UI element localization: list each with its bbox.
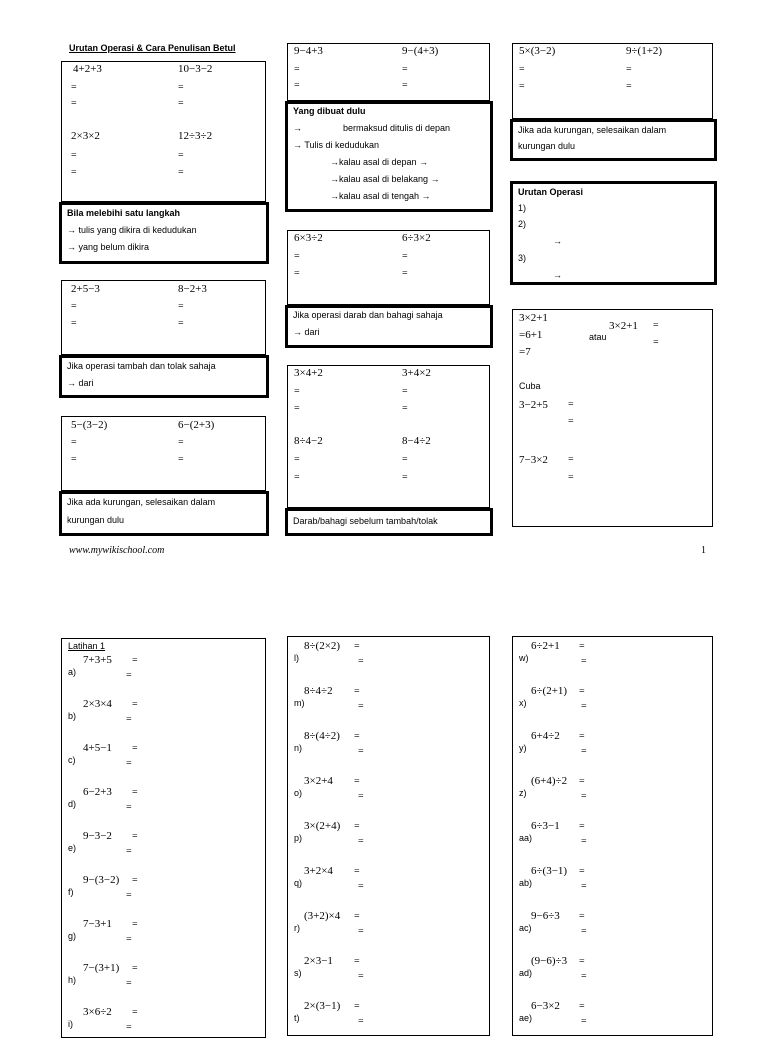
equals-sign: = <box>132 919 138 930</box>
item-label: ae) <box>519 1013 533 1023</box>
equals-sign: = <box>178 301 184 312</box>
note-line: Jika operasi darab dan bahagi sahaja <box>293 310 443 320</box>
equals-sign: = <box>358 656 364 667</box>
equals-sign: = <box>568 472 574 483</box>
expression: 6÷(3−1) <box>531 865 568 877</box>
item-label: i) <box>68 1019 73 1029</box>
expression: 8÷(4÷2) <box>304 730 340 742</box>
note-box <box>59 491 269 536</box>
expression: 7−3×2 <box>519 454 548 466</box>
expression-box <box>287 365 490 508</box>
exercise-item <box>62 962 265 1006</box>
expression: 7−3+1 <box>83 918 112 930</box>
expression: 6÷3−1 <box>531 820 560 832</box>
exercise-item <box>288 730 489 775</box>
exercise-item <box>513 955 712 1000</box>
equals-sign: = <box>294 403 300 414</box>
expression: 9−3−2 <box>83 830 112 842</box>
equals-sign: = <box>358 791 364 802</box>
exercise-title: Latihan 1 <box>68 641 106 651</box>
item-label: a) <box>68 667 77 677</box>
item-label: h) <box>68 975 77 985</box>
equals-sign: = <box>178 82 184 93</box>
item-label: aa) <box>519 833 533 843</box>
equals-sign: = <box>358 1016 364 1027</box>
equals-sign: = <box>294 64 300 75</box>
equals-sign: = <box>71 301 77 312</box>
expression-box <box>512 43 713 119</box>
equals-sign: = <box>581 881 587 892</box>
exercise-column <box>61 638 266 1038</box>
equals-sign: = <box>402 251 408 262</box>
exercise-item <box>288 775 489 820</box>
note-line: → <box>553 270 562 280</box>
note-line: kurungan dulu <box>67 515 125 525</box>
expression: 9÷(1+2) <box>626 45 663 57</box>
note-line: 2) <box>518 219 527 229</box>
exercise-item <box>288 910 489 955</box>
equals-sign: = <box>626 81 632 92</box>
equals-sign: = <box>126 846 132 857</box>
equals-sign: = <box>581 791 587 802</box>
expression: 6+4÷2 <box>531 730 560 742</box>
exercise-item <box>513 730 712 775</box>
equals-sign: = <box>354 956 360 967</box>
equals-sign: = <box>132 963 138 974</box>
note-line: Jika ada kurungan, selesaikan dalam <box>67 497 216 507</box>
expression: (6+4)÷2 <box>531 775 568 787</box>
equals-sign: = <box>581 746 587 757</box>
expression-box <box>61 280 266 355</box>
item-label: y) <box>519 743 527 753</box>
equals-sign: = <box>579 1001 585 1012</box>
item-label: z) <box>519 788 527 798</box>
exercise-item <box>513 820 712 865</box>
item-label: c) <box>68 755 76 765</box>
expression-box <box>287 43 490 101</box>
equals-sign: = <box>402 80 408 91</box>
expression: 3×2+4 <box>304 775 333 787</box>
note-box <box>285 305 493 348</box>
item-label: t) <box>294 1013 300 1023</box>
item-label: n) <box>294 743 303 753</box>
note-line: → dari <box>293 327 320 337</box>
expression: 6−2+3 <box>83 786 112 798</box>
note-line: → dari <box>67 378 94 388</box>
expression: 3×(2+4) <box>304 820 341 832</box>
exercise-item <box>62 830 265 874</box>
expression: 2×(3−1) <box>304 1000 341 1012</box>
expression: 3×4+2 <box>294 367 323 379</box>
equals-sign: = <box>358 926 364 937</box>
item-label: x) <box>519 698 527 708</box>
item-label: ac) <box>519 923 532 933</box>
equals-sign: = <box>354 866 360 877</box>
exercise-item <box>288 685 489 730</box>
expression: 5×(3−2) <box>519 45 556 57</box>
equals-sign: = <box>178 454 184 465</box>
note-line: bermaksud ditulis di depan <box>343 123 451 133</box>
equals-sign: = <box>358 701 364 712</box>
exercise-item <box>288 820 489 865</box>
item-label: b) <box>68 711 77 721</box>
expression: 8−2+3 <box>178 283 207 295</box>
equals-sign: = <box>579 641 585 652</box>
equals-sign: = <box>579 956 585 967</box>
equals-sign: = <box>519 81 525 92</box>
expression: 6÷(2+1) <box>531 685 568 697</box>
note-line: kurungan dulu <box>518 141 576 151</box>
expression: =7 <box>519 346 531 358</box>
item-label: g) <box>68 931 77 941</box>
equals-sign: = <box>178 98 184 109</box>
equals-sign: = <box>402 64 408 75</box>
equals-sign: = <box>402 268 408 279</box>
equals-sign: = <box>579 731 585 742</box>
equals-sign: = <box>71 454 77 465</box>
expression: 2×3−1 <box>304 955 333 967</box>
note-box <box>59 202 269 264</box>
note-line: →kalau asal di belakang → <box>330 174 440 184</box>
note-box <box>510 119 717 161</box>
exercise-item <box>288 1000 489 1045</box>
exercise-item <box>62 874 265 918</box>
expression: 6×3÷2 <box>294 232 323 244</box>
equals-sign: = <box>354 686 360 697</box>
equals-sign: = <box>294 386 300 397</box>
equals-sign: = <box>354 776 360 787</box>
equals-sign: = <box>653 320 659 331</box>
equals-sign: = <box>354 1001 360 1012</box>
item-label: p) <box>294 833 303 843</box>
equals-sign: = <box>178 167 184 178</box>
equals-sign: = <box>294 251 300 262</box>
expression: 3×6÷2 <box>83 1006 112 1018</box>
equals-sign: = <box>358 881 364 892</box>
equals-sign: = <box>126 802 132 813</box>
equals-sign: = <box>402 454 408 465</box>
expression-box <box>61 416 266 491</box>
equals-sign: = <box>71 82 77 93</box>
equals-sign: = <box>71 98 77 109</box>
exercise-item <box>62 918 265 962</box>
exercise-item <box>513 685 712 730</box>
equals-sign: = <box>126 890 132 901</box>
equals-sign: = <box>178 318 184 329</box>
equals-sign: = <box>71 318 77 329</box>
example-box <box>512 309 713 527</box>
expression-box <box>287 230 490 305</box>
equals-sign: = <box>126 1022 132 1033</box>
equals-sign: = <box>126 758 132 769</box>
exercise-item <box>288 955 489 1000</box>
equals-sign: = <box>581 656 587 667</box>
exercise-item <box>62 698 265 742</box>
equals-sign: = <box>579 911 585 922</box>
equals-sign: = <box>568 416 574 427</box>
expression: 5−(3−2) <box>71 419 108 431</box>
equals-sign: = <box>579 866 585 877</box>
exercise-item <box>513 1000 712 1045</box>
expression: 2×3×4 <box>83 698 112 710</box>
equals-sign: = <box>126 934 132 945</box>
equals-sign: = <box>132 655 138 666</box>
expression: 4+5−1 <box>83 742 112 754</box>
note-line: 3) <box>518 253 527 263</box>
note-title: Bila melebihi satu langkah <box>67 208 181 218</box>
equals-sign: = <box>581 926 587 937</box>
exercise-column <box>512 636 713 1036</box>
exercise-item <box>513 865 712 910</box>
equals-sign: = <box>568 399 574 410</box>
equals-sign: = <box>581 971 587 982</box>
equals-sign: = <box>132 743 138 754</box>
equals-sign: = <box>132 1007 138 1018</box>
equals-sign: = <box>71 437 77 448</box>
item-label: ad) <box>519 968 533 978</box>
exercise-item <box>288 640 489 685</box>
item-label: w) <box>519 653 529 663</box>
exercise-item <box>62 654 265 698</box>
expression-box <box>61 61 266 202</box>
item-label: o) <box>294 788 303 798</box>
expression: 3−2+5 <box>519 399 548 411</box>
exercise-item <box>513 775 712 820</box>
equals-sign: = <box>358 836 364 847</box>
expression: 6÷3×2 <box>402 232 431 244</box>
note-title: Urutan Operasi <box>518 187 584 197</box>
expression: 8÷4−2 <box>294 435 323 447</box>
exercise-item <box>62 742 265 786</box>
expression: 7−(3+1) <box>83 962 120 974</box>
expression: 8÷(2×2) <box>304 640 341 652</box>
note-box <box>285 101 493 212</box>
expression: 8÷4÷2 <box>304 685 333 697</box>
expression: 9−(4+3) <box>402 45 439 57</box>
equals-sign: = <box>579 686 585 697</box>
equals-sign: = <box>294 268 300 279</box>
expression: 6÷2+1 <box>531 640 560 652</box>
note-line: → tulis yang dikira di kedudukan <box>67 225 197 235</box>
expression: (9−6)÷3 <box>531 955 568 967</box>
equals-sign: = <box>402 472 408 483</box>
item-label: ab) <box>519 878 533 888</box>
note-box <box>59 355 269 398</box>
note-line: →kalau asal di tengah → <box>330 191 431 201</box>
exercise-item <box>288 865 489 910</box>
equals-sign: = <box>579 776 585 787</box>
expression: =6+1 <box>519 329 543 341</box>
or-label: atau <box>589 332 607 342</box>
item-label: e) <box>68 843 77 853</box>
expression: 8−4÷2 <box>402 435 431 447</box>
equals-sign: = <box>358 746 364 757</box>
note-line: Jika operasi tambah dan tolak sahaja <box>67 361 216 371</box>
try-label: Cuba <box>519 381 541 391</box>
note-line: Darab/bahagi sebelum tambah/tolak <box>293 516 438 526</box>
expression: 4+2+3 <box>73 63 102 75</box>
expression: 9−6÷3 <box>531 910 560 922</box>
equals-sign: = <box>354 641 360 652</box>
equals-sign: = <box>626 64 632 75</box>
equals-sign: = <box>653 337 659 348</box>
item-label: f) <box>68 887 74 897</box>
exercise-item <box>62 1006 265 1050</box>
item-label: s) <box>294 968 302 978</box>
equals-sign: = <box>354 911 360 922</box>
page-number: 1 <box>701 545 706 556</box>
expression: 2×3×2 <box>71 130 100 142</box>
equals-sign: = <box>126 714 132 725</box>
item-label: l) <box>294 653 299 663</box>
equals-sign: = <box>294 454 300 465</box>
note-line: 1) <box>518 203 527 213</box>
equals-sign: = <box>581 836 587 847</box>
equals-sign: = <box>402 386 408 397</box>
equals-sign: = <box>132 699 138 710</box>
expression: 10−3−2 <box>178 63 213 75</box>
note-line: →kalau asal di depan → <box>330 157 429 167</box>
note-line: Jika ada kurungan, selesaikan dalam <box>518 125 667 135</box>
equals-sign: = <box>402 403 408 414</box>
equals-sign: = <box>294 80 300 91</box>
equals-sign: = <box>126 978 132 989</box>
expression: 9−(3−2) <box>83 874 120 886</box>
exercise-item <box>62 786 265 830</box>
note-line: → <box>553 236 562 246</box>
exercise-item <box>513 640 712 685</box>
exercise-item <box>513 910 712 955</box>
expression: 6−(2+3) <box>178 419 215 431</box>
expression: 12÷3÷2 <box>178 130 213 142</box>
equals-sign: = <box>581 701 587 712</box>
equals-sign: = <box>132 831 138 842</box>
equals-sign: = <box>71 167 77 178</box>
note-line: → Tulis di kedudukan <box>293 140 380 150</box>
expression: 2+5−3 <box>71 283 100 295</box>
equals-sign: = <box>178 150 184 161</box>
page-title: Urutan Operasi & Cara Penulisan Betul <box>69 43 236 53</box>
note-line: → yang belum dikira <box>67 242 150 252</box>
equals-sign: = <box>354 821 360 832</box>
note-line: → <box>293 123 302 133</box>
equals-sign: = <box>71 150 77 161</box>
equals-sign: = <box>132 787 138 798</box>
equals-sign: = <box>354 731 360 742</box>
expression: 9−4+3 <box>294 45 323 57</box>
item-label: r) <box>294 923 300 933</box>
equals-sign: = <box>178 437 184 448</box>
expression: 3+4×2 <box>402 367 431 379</box>
equals-sign: = <box>132 875 138 886</box>
note-box <box>285 508 493 536</box>
expression: 6−3×2 <box>531 1000 560 1012</box>
item-label: q) <box>294 878 303 888</box>
expression: (3+2)×4 <box>304 910 341 922</box>
item-label: m) <box>294 698 305 708</box>
note-title: Yang dibuat dulu <box>293 106 366 116</box>
exercise-column <box>287 636 490 1036</box>
equals-sign: = <box>579 821 585 832</box>
equals-sign: = <box>294 472 300 483</box>
equals-sign: = <box>519 64 525 75</box>
item-label: d) <box>68 799 77 809</box>
expression: 7+3+5 <box>83 654 112 666</box>
expression: 3×2+1 <box>609 320 638 332</box>
equals-sign: = <box>581 1016 587 1027</box>
expression: 3+2×4 <box>304 865 333 877</box>
footer-url: www.mywikischool.com <box>69 545 165 556</box>
equals-sign: = <box>126 670 132 681</box>
equals-sign: = <box>568 454 574 465</box>
note-box <box>510 181 717 285</box>
expression: 3×2+1 <box>519 312 548 324</box>
equals-sign: = <box>358 971 364 982</box>
